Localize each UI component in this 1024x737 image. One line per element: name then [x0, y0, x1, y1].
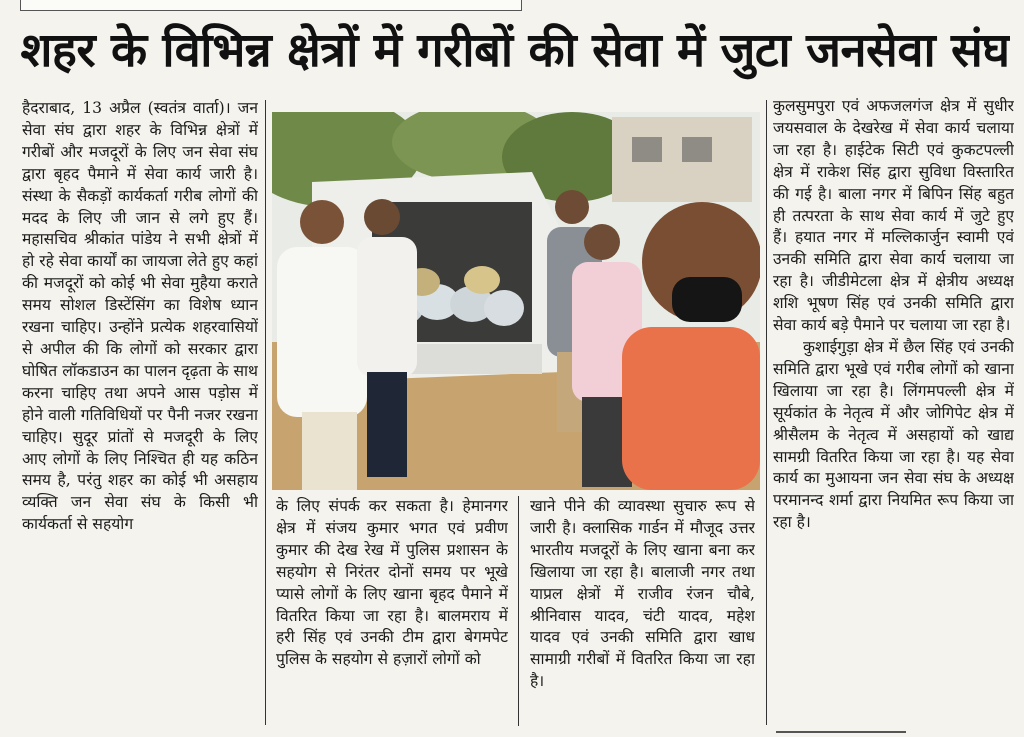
article-paragraph: हैदराबाद, 13 अप्रैल (स्वतंत्र वार्ता)। जन सेवा संघ द्वारा शहर के विभिन्न क्षेत्रों में गरीबों और मजदूरों के लिए जन सेवा संघ द्वारा बृहद पैमाने में सेवा कार्य जारी है। संस्था के सैकड़ों कार्यकर्ता गरीब लोगों की मदद के लिए जी जान से लगे हुए हैं। महासचिव श्रीकांत पांडेय ने सभी क्षेत्रों में हो रहे सेवा कार्यों का जायजा लेते हुए कहां की मजदूरों को कोई भी सेवा मुहैया कराते समय सोशल डिस्टेंसिंग का विशेष ध्यान रखना चाहिए। उन्होंने प्रत्येक शहरवासियों से अपील की कि लोगों को सरकार द्वारा घोषित लॉकडाउन का पालन दृढ़ता के साथ करना चाहिए तथा अपने आस पड़ोस में होने वाली गतिविधियों पर पैनी नजर रखना चाहिए। सुदूर प्रांतों से मजदूरी के लिए आए लोगों के लिए निश्चित ही यह कठिन समय है, परंतु शहर का कोई भी असहाय व्यक्ति जन सेवा संघ के किसी भी कार्यकर्ता से सहयोग: [22, 99, 258, 534]
column-rule: [518, 496, 519, 726]
bottom-rule: [776, 731, 906, 733]
article-column-1: [22, 98, 258, 723]
article-column-3: [530, 496, 755, 726]
article-paragraph: खाने पीने की व्यावस्था सुचारु रूप से जारी है। क्लासिक गार्डन में मौजूद उत्तर भारतीय मजदूरों के लिए खाना बना कर खिलाया जा रहा है। बालाजी नगर तथा याप्रल क्षेत्रों में राजीव रंजन चौबे, श्रीनिवास यादव, चंटी यादव, महेश यादव एवं उनकी समिति द्वारा खाध सामाग्री गरीबों में वितरित किया जा रहा है।: [530, 497, 755, 691]
article-column-4: [773, 96, 1014, 721]
top-border-box: [20, 0, 522, 11]
article-paragraph: कुशाईगुड़ा क्षेत्र में छैल सिंह एवं उनकी समिति द्वारा भूखे एवं गरीब लोगों को खाना खिलाया जा रहा है। लिंगमपल्ली क्षेत्र में सूर्यकांत के नेतृत्व में और जोगिपेट क्षेत्र में श्रीसैलम के नेतृत्व में असहायों को खाद्य सामग्री वितरित किया जा रहा है। यह सेवा कार्य का मुआयना जन सेवा संघ के अध्यक्ष परमानन्द शर्मा द्वारा नियमित रूप किया जा रहा है।: [773, 337, 1014, 532]
column-rule: [766, 100, 767, 725]
headline: शहर के विभिन्न क्षेत्रों में गरीबों की सेवा में जुटा जनसेवा संघ: [20, 23, 1010, 78]
article-paragraph: के लिए संपर्क कर सकता है। हेमानगर क्षेत्र में संजय कुमार भगत एवं प्रवीण कुमार की देख रेख में पुलिस प्रशासन के सहयोग से निरंतर दोनों समय पर भूखे प्यासे लोगों के लिए खाना बृहद पैमाने में वितरित किया जा रहा है। बालमराय में हरी सिंह एवं उनकी टीम द्वारा बेगमपेट पुलिस के सहयोग से हज़ारों लोगों को: [276, 497, 508, 669]
photo-illustration: [272, 112, 760, 490]
article-column-2: [276, 496, 508, 726]
news-photo: [272, 112, 760, 490]
column-rule: [265, 100, 266, 725]
article-paragraph: कुलसुमपुरा एवं अफजलगंज क्षेत्र में सुधीर जयसवाल के देखरेख में सेवा कार्य चलाया जा रहा है। हाईटेक सिटी एवं कुकटपल्ली क्षेत्र में राकेश सिंह द्वारा सुविधा विस्तारित की गई है। बाला नगर में बिपिन सिंह बहुत ही तत्परता के साथ सेवा कार्य में जुटे हुए हैं। हयात नगर में मल्लिकार्जुन स्वामी एवं उनकी समिति द्वारा सेवा कार्य चलाया जा रहा है। जीडीमेटला क्षेत्र में क्षेत्रीय अध्यक्ष शशि भूषण सिंह एवं उनकी समिति द्वारा सेवा कार्य बड़े पैमाने पर चलाया जा रहा है।: [773, 97, 1014, 335]
